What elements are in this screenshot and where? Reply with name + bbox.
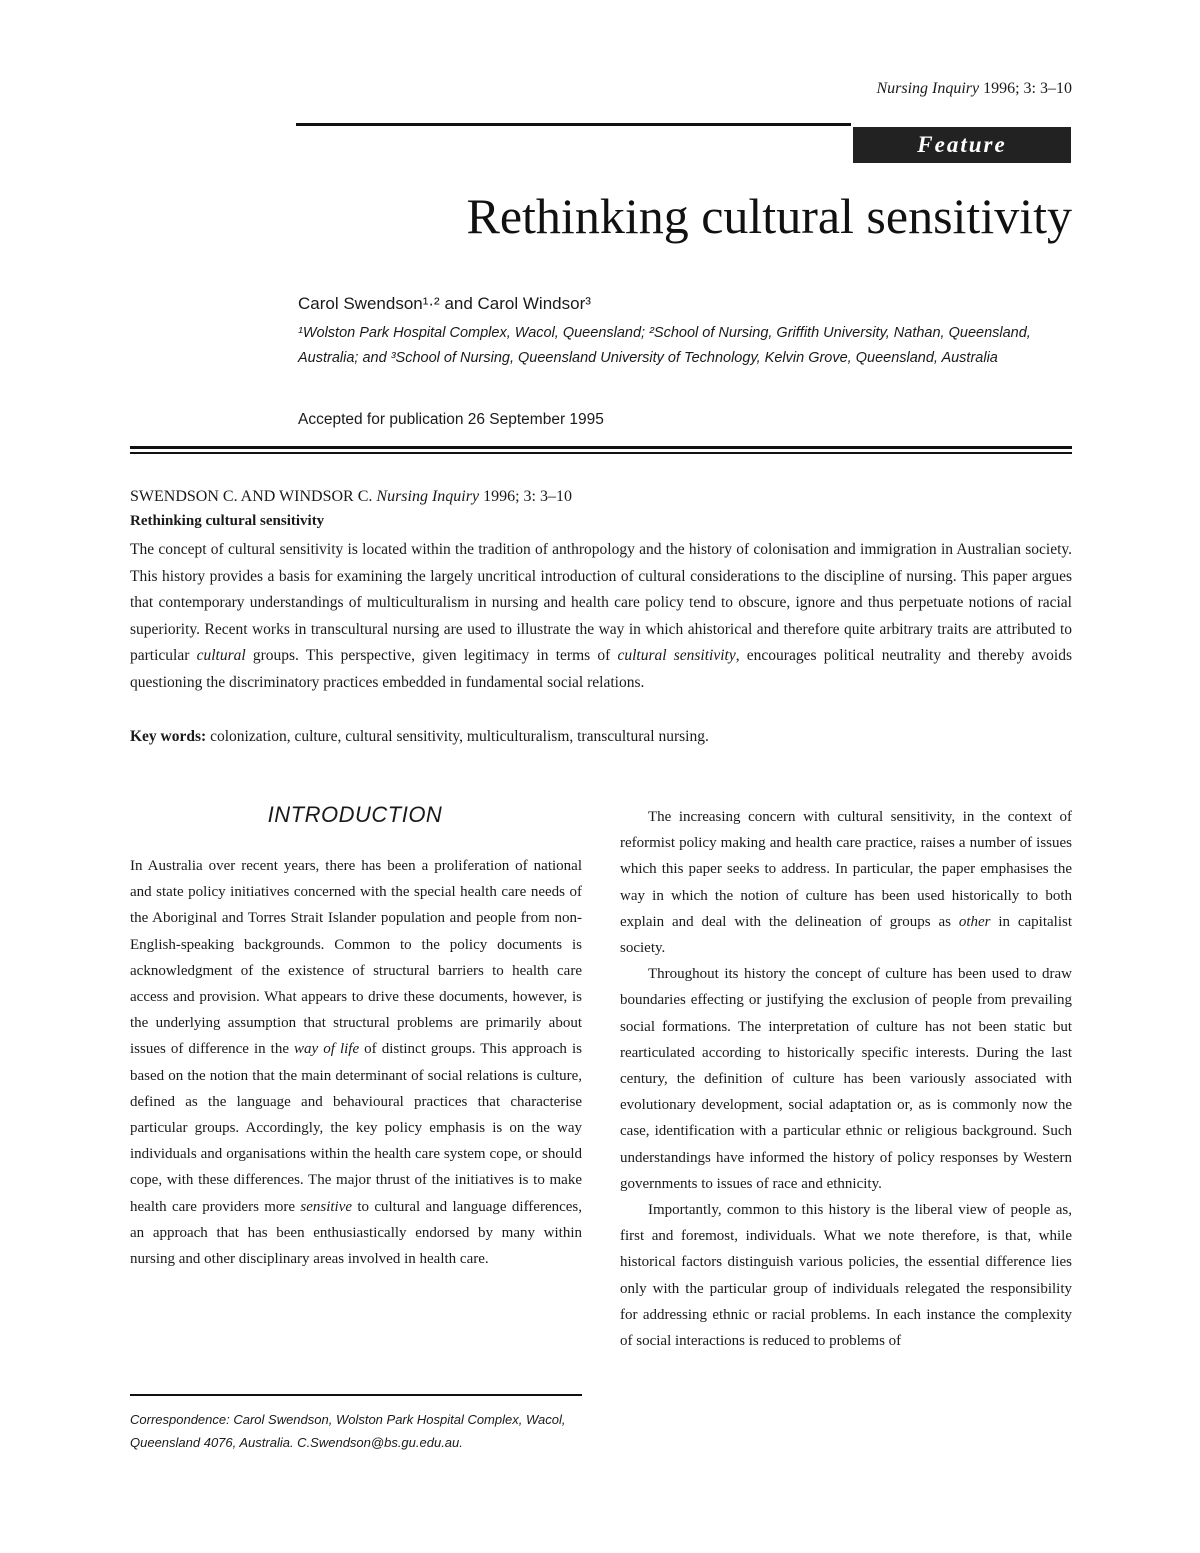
- paragraph: [130, 853, 582, 1272]
- abstract-emphasis: cultural sensitivity: [617, 647, 736, 665]
- abstract-citation-authors: SWENDSON C. AND WINDSOR C.: [130, 488, 377, 505]
- section-divider-top: [130, 446, 1072, 449]
- correspondence-footnote: Correspondence: Carol Swendson, Wolston Park Hospital Complex, Wacol, Queensland 4076, Australia. C.Swendson@bs.gu.edu.au.: [130, 1412, 566, 1450]
- journal-details: 1996; 3: 3–10: [979, 80, 1072, 97]
- section-badge: [853, 127, 1071, 163]
- paragraph-text: to cultural and language differences, an approach that has been enthusiastically endorsed by many within nursing and other disciplinary areas involved in health care.: [130, 1198, 582, 1268]
- abstract-emphasis: cultural: [196, 647, 246, 665]
- keywords: [130, 728, 709, 746]
- abstract-title: Rethinking cultural sensitivity: [130, 513, 325, 529]
- paragraph: Importantly, common to this history is the liberal view of people as, first and foremost, individuals. What we note therefore, is that, while historical factors distinguish various policies, the essential difference lies only with the particular group of individuals relegated the responsibility for addressing ethnic or racial problems. In each instance the complexity of social interactions is reduced to problems of: [620, 1202, 1072, 1350]
- keywords-label: Key words:: [130, 728, 211, 745]
- accepted-date: Accepted for publication 26 September 1995: [298, 411, 604, 428]
- abstract-text: groups. This perspective, given legitimacy in terms of: [245, 647, 618, 665]
- right-column: [620, 804, 1072, 1354]
- paragraph-emphasis: way of life: [294, 1041, 360, 1058]
- paragraph-text: The increasing concern with cultural sensitivity, in the context of reformist policy making and health care practice, raises a number of issues which this paper seeks to address. In particular, the paper emphasises the way in which the notion of culture has been used historically to both explain and deal with the delineation of groups as: [620, 809, 1072, 930]
- article-title: Rethinking cultural sensitivity: [466, 188, 1072, 244]
- paragraph-emphasis: sensitive: [300, 1198, 353, 1215]
- keywords-list: colonization, culture, cultural sensitivity, multiculturalism, transcultural nursing.: [210, 728, 709, 745]
- section-divider-bottom: [130, 452, 1072, 454]
- paragraph-text: In Australia over recent years, there has been a proliferation of national and state policy initiatives concerned with the special health care needs of the Aboriginal and Torres Strait Islander population and people from non-English-speaking backgrounds. Common to the policy documents is acknowledgment of the existence of structural barriers to health care access and provision. What appears to drive these documents, however, is the underlying assumption that structural problems are primarily about issues of difference in the: [130, 858, 582, 1058]
- abstract-text: The concept of cultural sensitivity is located within the tradition of anthropology and the history of colonisation and immigration in Australian society. This history provides a basis for examining the largely uncritical introduction of cultural considerations to the discipline of nursing. This paper argues that contemporary understandings of multiculturalism in nursing and health care policy tend to obscure, ignore and thus perpetuate notions of racial superiority. Recent works in transcultural nursing are used to illustrate the way in which ahistorical and therefore quite arbitrary traits are attributed to particular: [130, 541, 1072, 665]
- abstract-citation: [130, 488, 572, 506]
- journal-reference: [876, 80, 1072, 98]
- paragraph-text: of distinct groups. This approach is based on the notion that the main determinant of social relations is culture, defined as the language and behavioural practices that characterise particular groups. Accordingly, the key policy emphasis is on the way individuals and organisations within the health care system cope, or should cope, with these differences. The major thrust of the initiatives is to make health care providers more: [130, 1041, 582, 1215]
- paragraph-text: in capitalist society.: [620, 913, 1072, 957]
- header-rule: [296, 123, 851, 126]
- authors: Carol Swendson¹·² and Carol Windsor³: [298, 294, 591, 313]
- journal-name: Nursing Inquiry: [876, 80, 980, 97]
- affiliations: ¹Wolston Park Hospital Complex, Wacol, Queensland; ²School of Nursing, Griffith University, Nathan, Queensland, Australia; and ³School of Nursing, Queensland University of Technology, Kelvin Grove, Queensland, Australia: [298, 325, 1031, 366]
- section-badge-label: Feature: [917, 132, 1007, 157]
- abstract-citation-journal: Nursing Inquiry: [376, 488, 480, 505]
- introduction-heading: INTRODUCTION: [267, 802, 443, 827]
- footnote-rule: [130, 1394, 582, 1396]
- abstract-text: , encourages political neutrality and thereby avoids questioning the discriminatory practices embedded in fundamental social relations.: [130, 647, 1072, 691]
- abstract-citation-details: 1996; 3: 3–10: [479, 488, 572, 505]
- paragraph-emphasis: other: [958, 913, 991, 930]
- abstract-body: [130, 537, 1072, 697]
- left-column: [130, 853, 582, 1272]
- paragraph: Throughout its history the concept of culture has been used to draw boundaries effecting or justifying the exclusion of people from prevailing social formations. The interpretation of culture has not been static but rearticulated according to historically specific interests. During the last century, the definition of culture has been variously associated with evolutionary development, social adaptation or, as is commonly now the case, identification with a particular ethnic or religious background. Such understandings have informed the history of policy responses by Western governments to issues of race and ethnicity.: [620, 966, 1072, 1192]
- paragraph: [620, 804, 1072, 961]
